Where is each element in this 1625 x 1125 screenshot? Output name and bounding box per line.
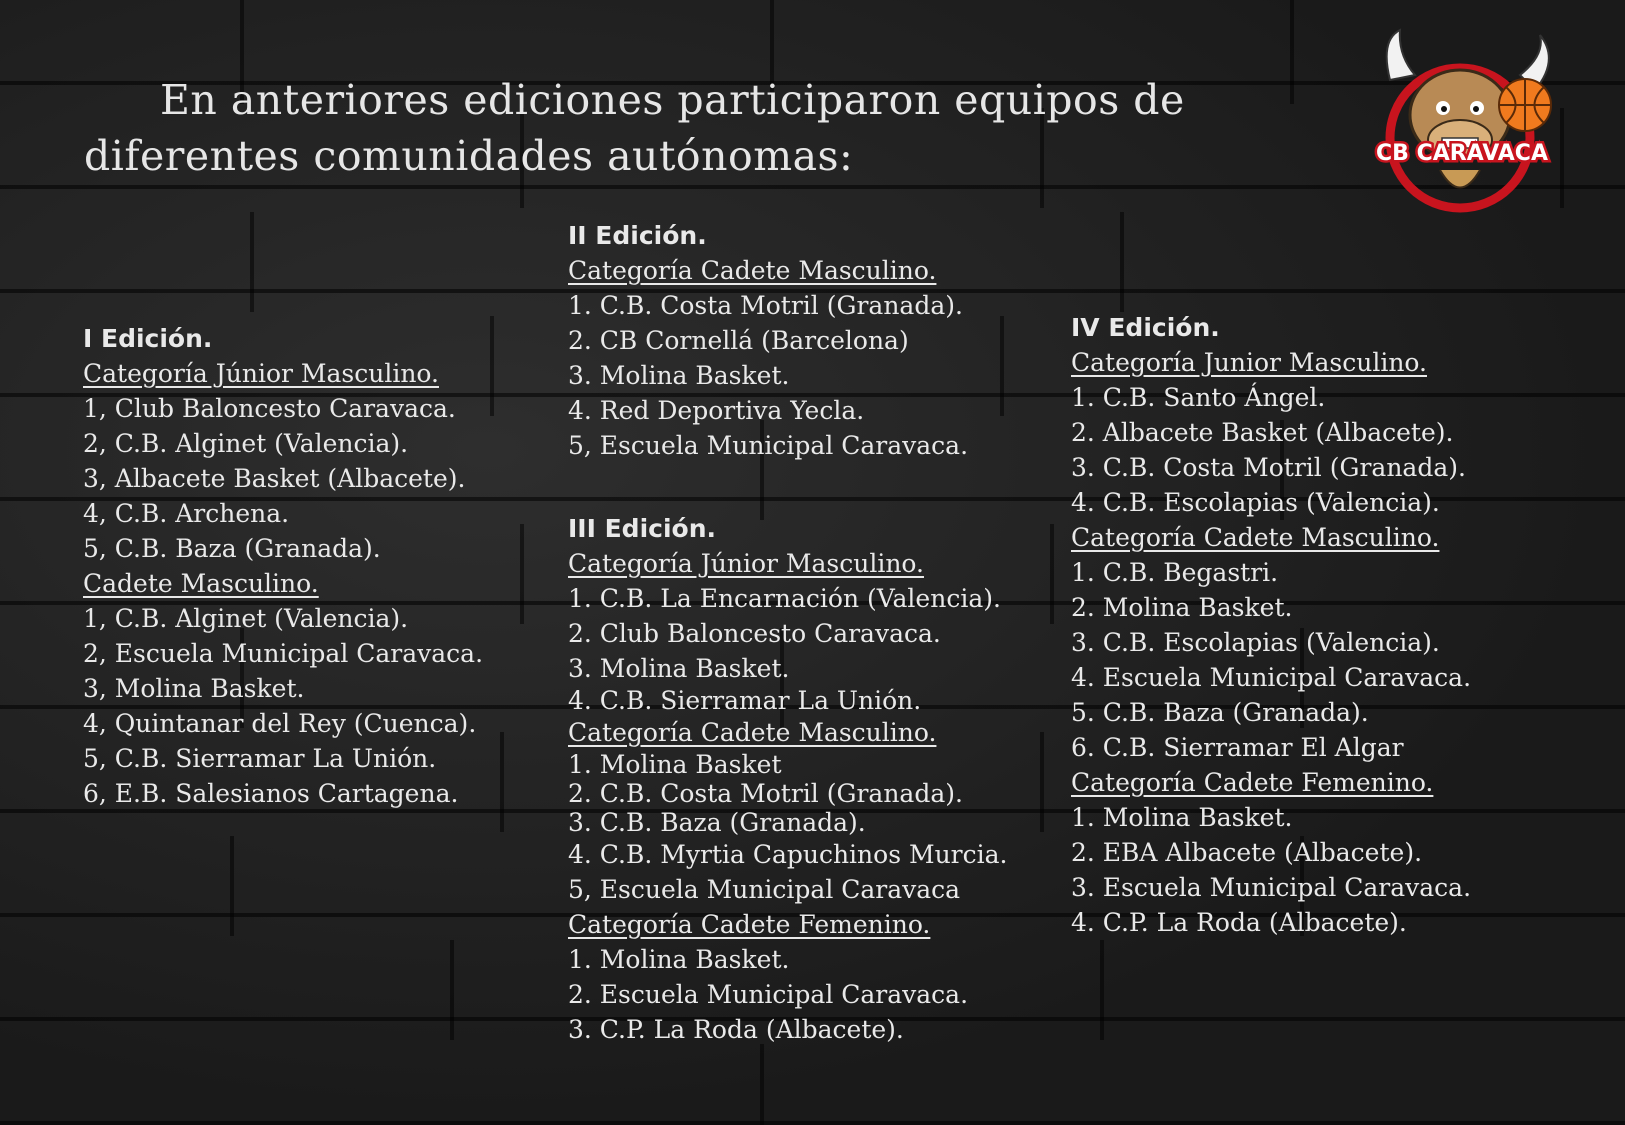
list-item: 3. C.B. Costa Motril (Granada).: [1071, 453, 1466, 482]
list-item: 3. Molina Basket.: [568, 654, 790, 683]
list-item: 1, C.B. Alginet (Valencia).: [83, 604, 409, 633]
list-item: 2. EBA Albacete (Albacete).: [1071, 838, 1423, 867]
list-item: 2. C.B. Costa Motril (Granada).: [568, 779, 963, 808]
list-item: 4, C.B. Archena.: [83, 499, 290, 528]
list-item: 2, Escuela Municipal Caravaca.: [83, 639, 484, 668]
category-heading: Cadete Masculino.: [83, 569, 319, 598]
list-item: 1. Molina Basket: [568, 750, 782, 779]
list-item: 4. C.B. Myrtia Capuchinos Murcia.: [568, 840, 1008, 869]
category-heading: Categoría Cadete Femenino.: [1071, 768, 1434, 797]
list-item: 4, Quintanar del Rey (Cuenca).: [83, 709, 477, 738]
list-item: 3. C.B. Baza (Granada).: [568, 808, 866, 837]
list-item: 5. C.B. Baza (Granada).: [1071, 698, 1369, 727]
list-item: 3. C.B. Escolapias (Valencia).: [1071, 628, 1440, 657]
category-heading: Categoría Júnior Masculino.: [83, 359, 439, 388]
list-item: 2. CB Cornellá (Barcelona): [568, 326, 909, 355]
category-heading: Categoría Cadete Masculino.: [568, 718, 937, 747]
edition-heading: I Edición.: [83, 324, 213, 353]
list-item: 4. Red Deportiva Yecla.: [568, 396, 865, 425]
list-item: 6, E.B. Salesianos Cartagena.: [83, 779, 459, 808]
category-heading: Categoría Cadete Femenino.: [568, 910, 931, 939]
list-item: 1. Molina Basket.: [1071, 803, 1293, 832]
category-heading: Categoría Cadete Masculino.: [568, 256, 937, 285]
list-item: 1. C.B. Santo Ángel.: [1071, 383, 1326, 412]
edition-heading: II Edición.: [568, 221, 707, 250]
list-item: 1. Molina Basket.: [568, 945, 790, 974]
list-item: 3. Molina Basket.: [568, 361, 790, 390]
edition-2-3-column: [568, 218, 1007, 1047]
list-item: 2. Albacete Basket (Albacete).: [1071, 418, 1454, 447]
category-heading: Categoría Júnior Masculino.: [568, 549, 924, 578]
list-item: 3, Albacete Basket (Albacete).: [83, 464, 466, 493]
list-item: 5, Escuela Municipal Caravaca: [568, 875, 961, 904]
edition-heading: III Edición.: [568, 514, 717, 543]
list-item: 3. C.P. La Roda (Albacete).: [568, 1015, 904, 1044]
list-item: 4. C.P. La Roda (Albacete).: [1071, 908, 1407, 937]
edition-4-column: [1071, 310, 1471, 940]
list-item: 5, C.B. Sierramar La Unión.: [83, 744, 437, 773]
bull-basketball-logo-icon: [1370, 20, 1570, 215]
list-item: 3. Escuela Municipal Caravaca.: [1071, 873, 1472, 902]
category-heading: Categoría Junior Masculino.: [1071, 348, 1427, 377]
page-title: En anteriores ediciones participaron equipos de diferentes comunidades autónomas:: [84, 76, 1185, 180]
category-heading: Categoría Cadete Masculino.: [1071, 523, 1440, 552]
list-item: 5, Escuela Municipal Caravaca.: [568, 431, 969, 460]
list-item: 1, Club Baloncesto Caravaca.: [83, 394, 456, 423]
edition-heading: IV Edición.: [1071, 313, 1220, 342]
list-item: 2, C.B. Alginet (Valencia).: [83, 429, 409, 458]
list-item: 2. Molina Basket.: [1071, 593, 1293, 622]
list-item: 6. C.B. Sierramar El Algar: [1071, 733, 1404, 762]
list-item: 2. Club Baloncesto Caravaca.: [568, 619, 941, 648]
list-item: 5, C.B. Baza (Granada).: [83, 534, 381, 563]
list-item: 1. C.B. Begastri.: [1071, 558, 1279, 587]
list-item: 1. C.B. La Encarnación (Valencia).: [568, 584, 1001, 613]
list-item: 4. C.B. Sierramar La Unión.: [568, 686, 922, 715]
list-item: 4. Escuela Municipal Caravaca.: [1071, 663, 1472, 692]
spacer: [568, 463, 1007, 511]
edition-1-column: [83, 321, 483, 811]
logo-text: CB CARAVACA: [1376, 141, 1548, 166]
club-logo: [1370, 20, 1570, 215]
list-item: 1. C.B. Costa Motril (Granada).: [568, 291, 963, 320]
list-item: 2. Escuela Municipal Caravaca.: [568, 980, 969, 1009]
list-item: 4. C.B. Escolapias (Valencia).: [1071, 488, 1440, 517]
list-item: 3, Molina Basket.: [83, 674, 305, 703]
